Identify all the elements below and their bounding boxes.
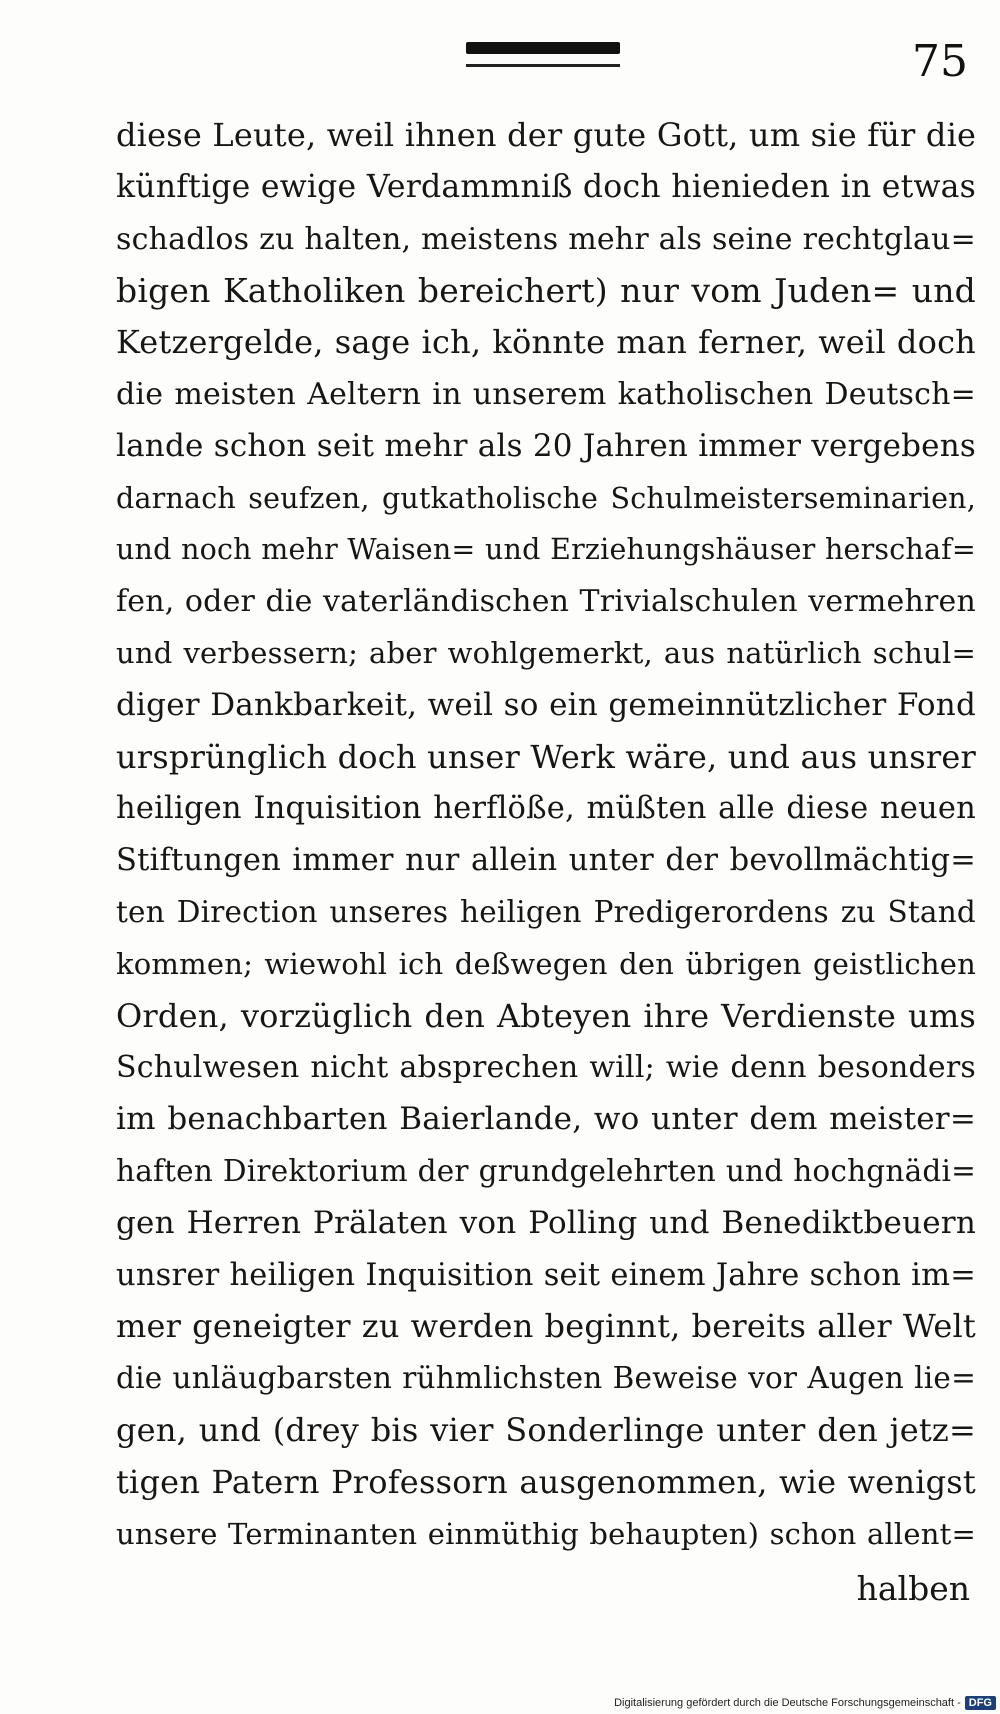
text-line: Stiftungen immer nur allein unter der bevollmächtig=	[116, 843, 976, 879]
header-thin-rule	[466, 64, 620, 67]
text-line: gen Herren Prälaten von Polling und Benediktbeuern	[116, 1204, 976, 1241]
text-line: haften Direktorium der grundgelehrten und hochgnädi=	[116, 1153, 976, 1188]
text-line: diese Leute, weil ihnen der gute Gott, um sie für die	[116, 116, 977, 154]
text-line: tigen Patern Professorn ausgenommen, wie wenigst	[116, 1462, 976, 1501]
catchword: halben	[856, 1569, 970, 1608]
text-line: unsere Terminanten einmüthig behaupten) schon allent=	[116, 1516, 976, 1551]
text-line: Schulwesen nicht absprechen will; wie denn besonders	[116, 1050, 976, 1086]
text-line: im benachbarten Baierlande, wo unter dem meister=	[116, 1101, 976, 1138]
page-number: 75	[912, 36, 968, 87]
text-line: und noch mehr Waisen= und Erziehungshäuser herschaf=	[116, 533, 976, 567]
text-line: fen, oder die vaterländischen Trivialschulen vermehren	[116, 584, 976, 620]
body-text	[116, 110, 976, 1560]
text-line: bigen Katholiken bereichert) nur vom Juden= und	[116, 271, 976, 311]
text-line: die unläugbarsten rühmlichsten Beweise vor Augen lie=	[116, 1361, 976, 1396]
text-line: mer geneigter zu werden beginnt, bereits aller Welt	[116, 1307, 976, 1346]
digitization-footer	[614, 1696, 996, 1710]
text-line: ten Direction unseres heiligen Predigerordens zu Stand	[116, 894, 976, 929]
footer-credit-text: Digitalisierung gefördert durch die Deutsche Forschungsgemeinschaft -	[614, 1697, 961, 1709]
text-line: heiligen Inquisition herflöße, müßten alle diese neuen	[116, 791, 976, 827]
text-line: gen, und (drey bis vier Sonderlinge unter den jetz=	[116, 1410, 976, 1449]
text-line: die meisten Aeltern in unserem katholischen Deutsch=	[116, 376, 976, 412]
text-line: lande schon seit mehr als 20 Jahren immer vergebens	[116, 427, 976, 464]
header-ornament-rule	[466, 42, 620, 54]
text-line: darnach seufzen, gutkatholische Schulmeisterseminarien,	[116, 481, 976, 515]
text-line: kommen; wiewohl ich deßwegen den übrigen geistlichen	[116, 946, 976, 981]
text-line: schadlos zu halten, meistens mehr als seine rechtglau=	[116, 221, 976, 257]
text-line: unsrer heiligen Inquisition seit einem Jahre schon im=	[116, 1257, 976, 1293]
text-line: ursprünglich doch unser Werk wäre, und aus unsrer	[116, 737, 976, 776]
text-line: und verbessern; aber wohlgemerkt, aus natürlich schul=	[116, 635, 976, 670]
text-line: diger Dankbarkeit, weil so ein gemeinnützlicher Fond	[116, 686, 976, 723]
dfg-logo: DFG	[965, 1696, 996, 1710]
text-line: Orden, vorzüglich den Abteyen ihre Verdienste ums	[116, 996, 976, 1035]
text-line: künftige ewige Verdammniß doch hienieden in etwas	[116, 168, 976, 205]
text-line: Ketzergelde, sage ich, könnte man ferner, weil doch	[116, 323, 976, 362]
